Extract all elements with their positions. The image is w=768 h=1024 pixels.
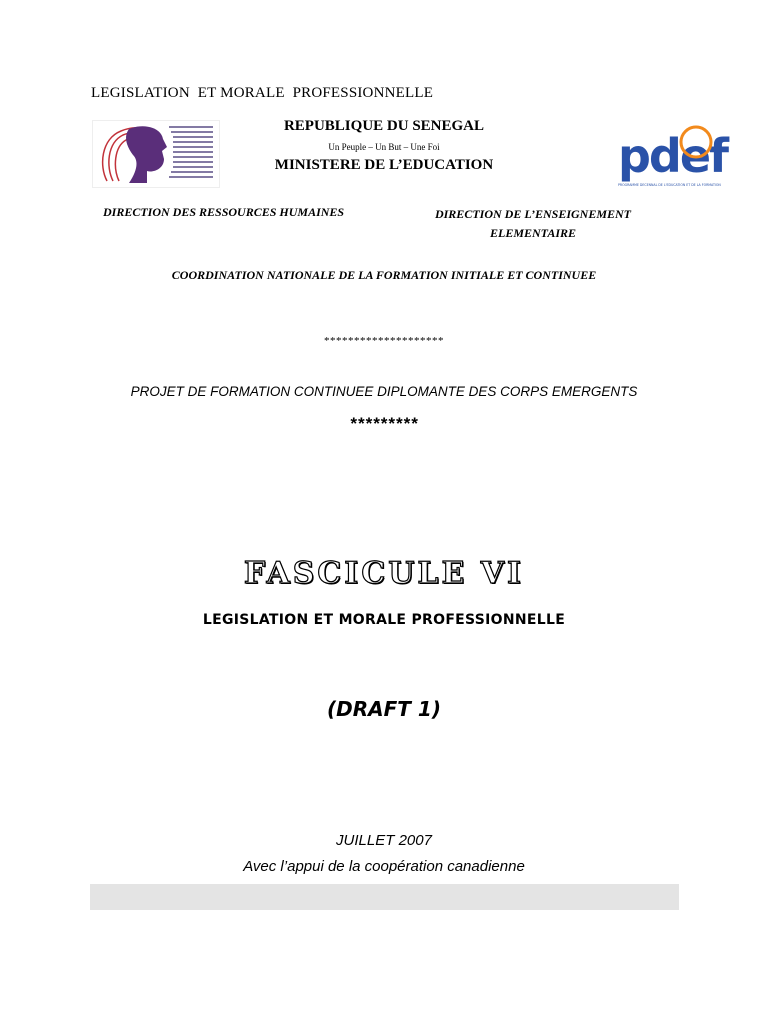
republic-title: REPUBLIQUE DU SENEGAL (283, 118, 485, 134)
pdef-logo (614, 122, 744, 190)
pdef-wordmark: pdef (618, 129, 728, 183)
direction-enseignement (420, 205, 646, 243)
footer-band (90, 884, 679, 910)
coordination-title: COORDINATION NATIONALE DE LA FORMATION INITIALE ET CONTINUEE (171, 268, 597, 282)
pdef-caption: PROGRAMME DECENNAL DE L'EDUCATION ET DE LA FORMATION (618, 183, 721, 187)
publication-date: JUILLET 2007 (336, 832, 432, 849)
draft-label: (DRAFT 1) (327, 697, 441, 721)
national-motto: Un Peuple – Un But – Une Foi (328, 142, 440, 152)
direction-rh: DIRECTION DES RESSOURCES HUMAINES (103, 205, 345, 219)
direction-enseignement-line2: ELEMENTAIRE (489, 226, 577, 240)
running-header: LEGISLATION ET MORALE PROFESSIONNELLE (91, 85, 434, 101)
support-note: Avec l’appui de la coopération canadienne (243, 858, 525, 875)
separator-stars: ******************** (324, 335, 444, 347)
ministry-title: MINISTERE DE L’EDUCATION (274, 157, 494, 173)
project-title: PROJET DE FORMATION CONTINUEE DIPLOMANTE DES CORPS EMERGENTS (130, 384, 638, 399)
fascicule-title: FASCICULE VI (243, 556, 525, 591)
direction-enseignement-line1: DIRECTION DE L’ENSEIGNEMENT (434, 207, 632, 221)
fascicule-subtitle: LEGISLATION ET MORALE PROFESSIONNELLE (202, 612, 566, 628)
separator-stars-bold: ********* (349, 414, 419, 433)
